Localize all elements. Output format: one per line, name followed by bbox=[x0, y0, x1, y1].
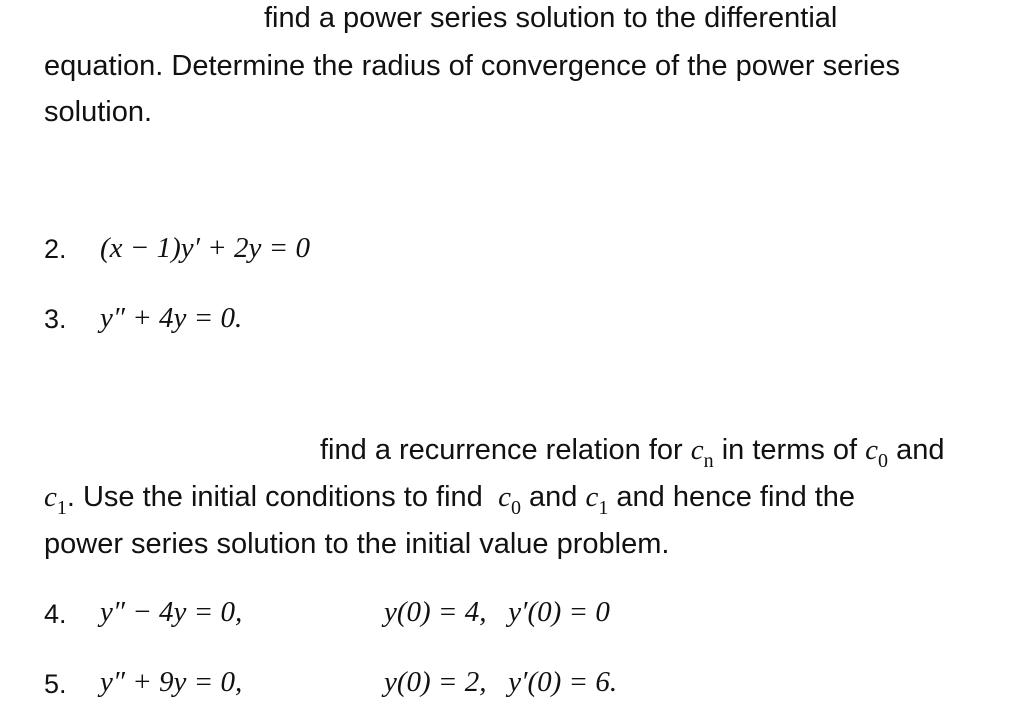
problem-2-number: 2. bbox=[44, 234, 67, 264]
c1-variable-2: $c_1$ bbox=[585, 481, 609, 519]
problem-3-equation: y″ + 4y = 0. bbox=[100, 302, 243, 334]
problem-4-initial-conditions: y(0) = 4, y′(0) = 0 bbox=[384, 596, 610, 628]
c0-variable-2: $c_0$ bbox=[498, 481, 521, 519]
problem-4-equation: y″ − 4y = 0, bbox=[100, 596, 243, 628]
recurrence-text-f: and hence find the bbox=[616, 481, 856, 513]
recurrence-text-b: in terms of bbox=[721, 434, 858, 466]
problem-2-equation: (x − 1)y′ + 2y = 0 bbox=[100, 232, 310, 264]
recurrence-text-a: find a recurrence relation for bbox=[320, 434, 683, 466]
recurrence-text-e: and bbox=[529, 481, 578, 513]
recurrence-instruction-line-2 bbox=[44, 481, 856, 519]
problem-4-number: 4. bbox=[44, 599, 67, 629]
problem-5-number: 5. bbox=[44, 669, 67, 699]
instruction-line-2: equation. Determine the radius of convergence of the power series bbox=[44, 50, 900, 82]
problem-3-number: 3. bbox=[44, 304, 67, 334]
c0-variable: $c_0$ bbox=[865, 434, 888, 472]
recurrence-instruction-line-3: power series solution to the initial value problem. bbox=[44, 528, 670, 560]
recurrence-instruction-line-1 bbox=[320, 434, 945, 472]
problem-5-initial-conditions: y(0) = 2, y′(0) = 6. bbox=[384, 666, 618, 698]
instruction-line-1: find a power series solution to the differential bbox=[264, 2, 838, 34]
recurrence-text-c: and bbox=[896, 434, 945, 466]
c1-variable: $c_1$ bbox=[44, 481, 67, 519]
problem-5-equation: y″ + 9y = 0, bbox=[100, 666, 243, 698]
instruction-line-3: solution. bbox=[44, 96, 153, 128]
cn-variable: $c_n$ bbox=[690, 434, 714, 472]
recurrence-text-d: . Use the initial conditions to find bbox=[66, 481, 483, 513]
